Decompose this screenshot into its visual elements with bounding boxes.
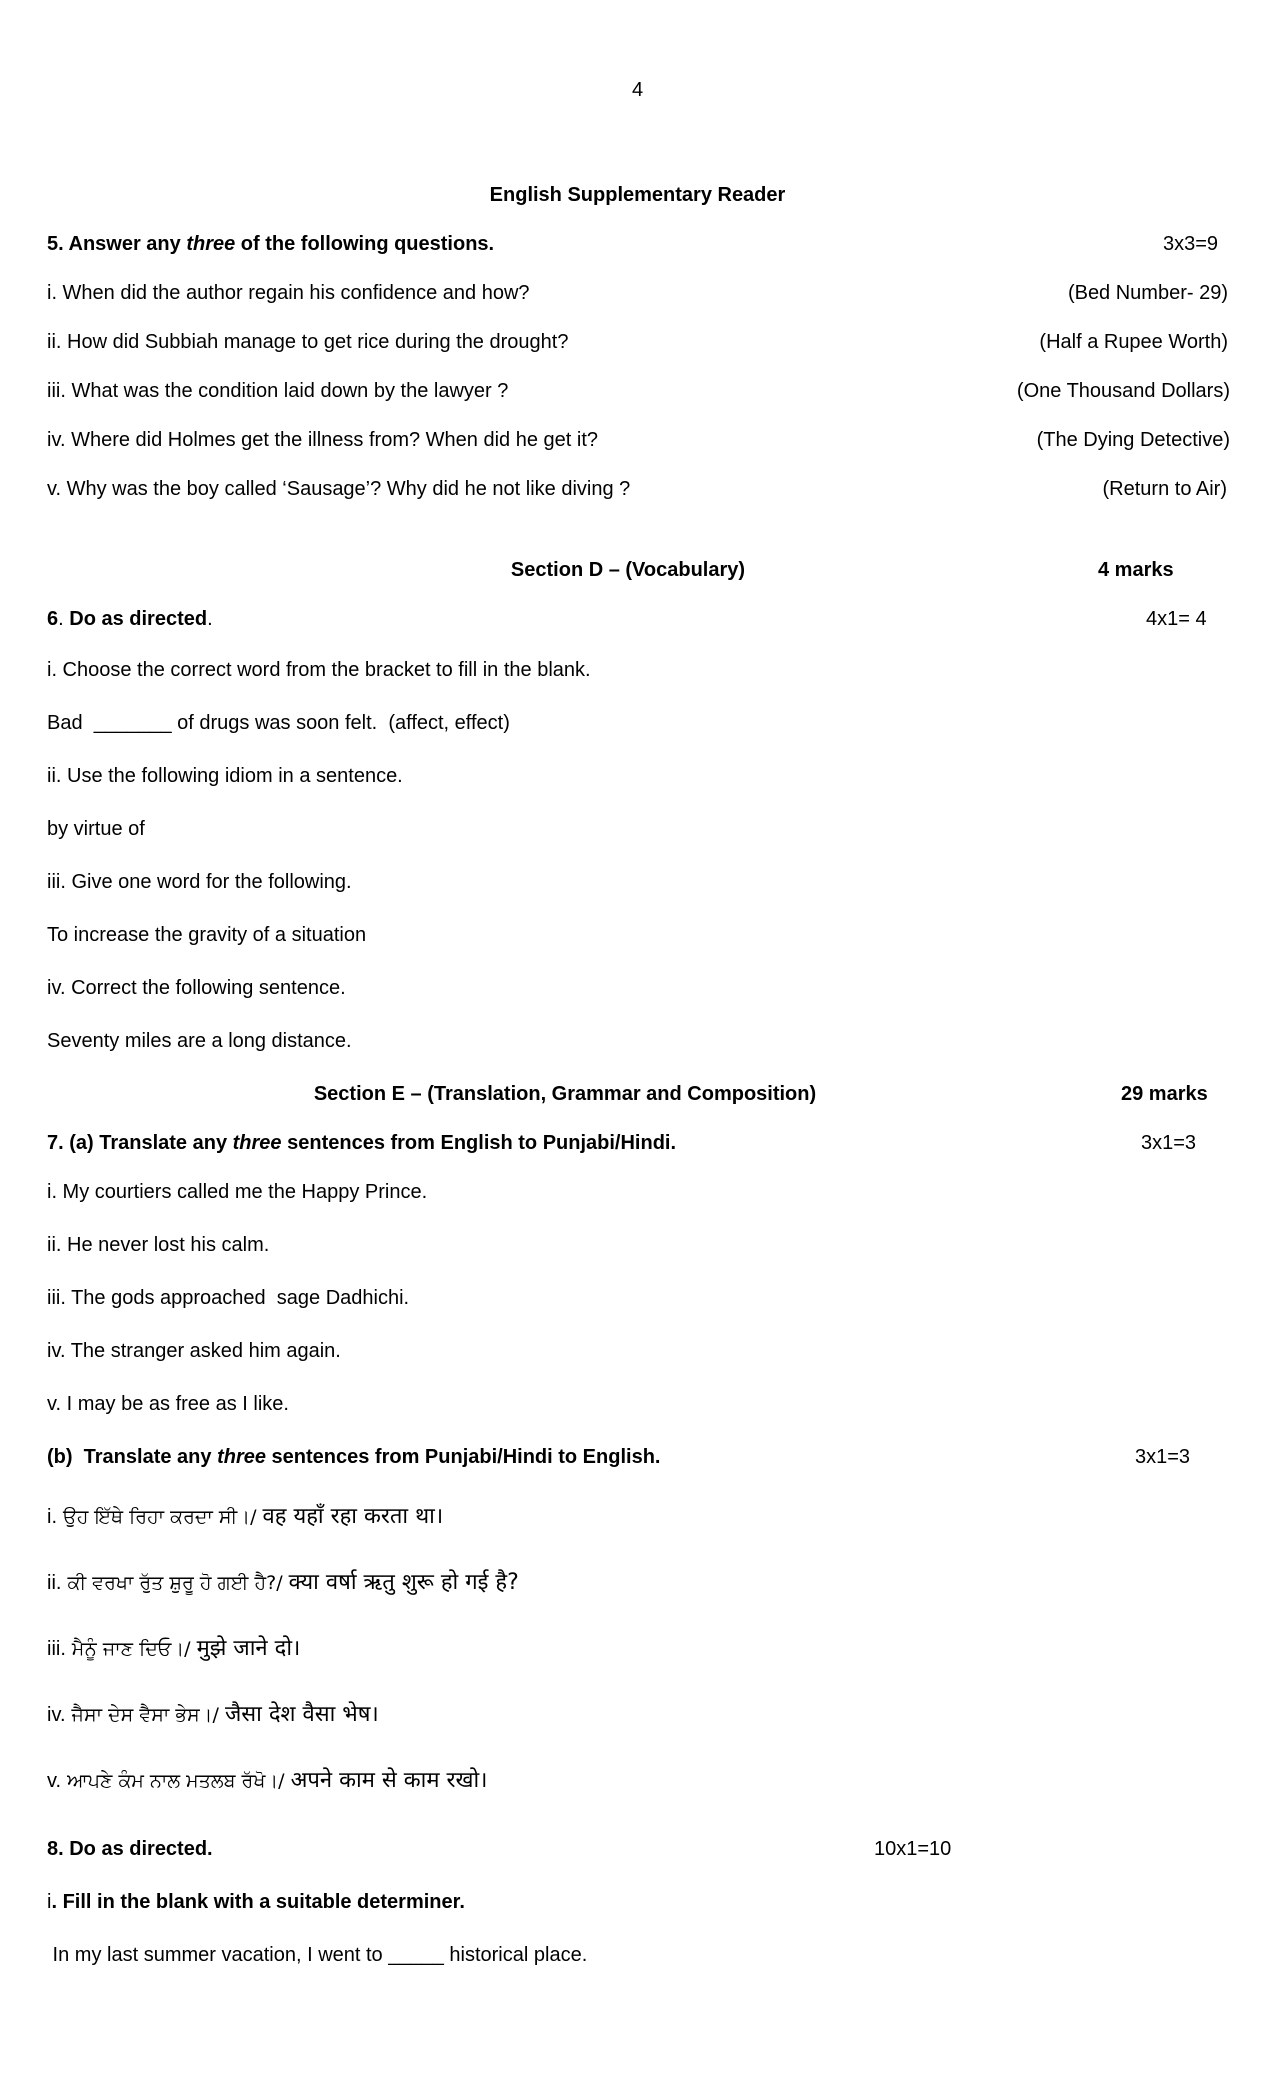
q7b-item: ii. ਕੀ ਵਰਖਾ ਰੁੱਤ ਸ਼ੁਰੂ ਹੋ ਗਈ ਹੈ?/ क्या वर्षा ऋतु शुरू हो गई है?	[47, 1570, 519, 1595]
q7a-item: i. My courtiers called me the Happy Prince.	[47, 1181, 428, 1203]
section-e-marks: 29 marks	[1121, 1083, 1208, 1105]
q5-item-source: (Half a Rupee Worth)	[1039, 331, 1228, 353]
q7b-item: i. ਉਹ ਇੱਥੇ ਰਿਹਾ ਕਰਦਾ ਸੀ।/ वह यहाँ रहा करता था।	[47, 1504, 444, 1529]
q5-item-source: (One Thousand Dollars)	[1016, 380, 1230, 402]
section-e-title: Section E – (Translation, Grammar and Composition)	[313, 1083, 817, 1105]
q6-line: Bad _______ of drugs was soon felt. (affect, effect)	[47, 712, 510, 734]
q6-line: To increase the gravity of a situation	[47, 924, 367, 946]
q7a-item: v. I may be as free as I like.	[47, 1393, 289, 1415]
reader-heading: English Supplementary Reader	[489, 184, 786, 206]
q6-line: by virtue of	[47, 818, 145, 840]
q7b-marks: 3x1=3	[1135, 1446, 1191, 1468]
q8-heading: 8. Do as directed.	[47, 1838, 213, 1860]
q6-line: iii. Give one word for the following.	[47, 871, 352, 893]
q7a-item: iii. The gods approached sage Dadhichi.	[47, 1287, 410, 1309]
q5-item: iii. What was the condition laid down by the lawyer ?	[47, 380, 509, 402]
section-d-title: Section D – (Vocabulary)	[510, 559, 746, 581]
q6-line: Seventy miles are a long distance.	[47, 1030, 352, 1052]
page-number: 4	[631, 79, 644, 101]
q6-line: ii. Use the following idiom in a sentence.	[47, 765, 403, 787]
q5-item: i. When did the author regain his confidence and how?	[47, 282, 530, 304]
q6-marks: 4x1= 4	[1146, 608, 1207, 630]
q5-item: ii. How did Subbiah manage to get rice during the drought?	[47, 331, 569, 353]
q7a-item: iv. The stranger asked him again.	[47, 1340, 341, 1362]
q8-marks: 10x1=10	[874, 1838, 952, 1860]
q5-marks: 3x3=9	[1163, 233, 1219, 255]
q7a-heading: 7. (a) Translate any three sentences from English to Punjabi/Hindi.	[47, 1132, 677, 1154]
q7b-item: v. ਆਪਣੇ ਕੰਮ ਨਾਲ ਮਤਲਬ ਰੱਖੋ।/ अपने काम से काम रखो।	[47, 1768, 488, 1793]
q6-line: iv. Correct the following sentence.	[47, 977, 346, 999]
q5-item-source: (Bed Number- 29)	[1067, 282, 1228, 304]
q6-line: i. Choose the correct word from the bracket to fill in the blank.	[47, 659, 591, 681]
q7b-item: iii. ਮੈਨੂੰ ਜਾਣ ਦਿਓ।/ मुझे जाने दो।	[47, 1636, 301, 1661]
q5-item: v. Why was the boy called ‘Sausage’? Why did he not like diving ?	[47, 478, 631, 500]
q5-item-source: (The Dying Detective)	[1036, 429, 1230, 451]
q8-sub-heading: i. Fill in the blank with a suitable determiner.	[47, 1891, 465, 1913]
q6-heading: 6. Do as directed.	[47, 608, 213, 630]
q7a-marks: 3x1=3	[1141, 1132, 1197, 1154]
section-d-marks: 4 marks	[1098, 559, 1174, 581]
q7b-item: iv. ਜੈਸਾ ਦੇਸ ਵੈਸਾ ਭੇਸ।/ जैसा देश वैसा भेष।	[47, 1702, 379, 1727]
q5-heading: 5. Answer any three of the following questions.	[47, 233, 495, 255]
q5-item: iv. Where did Holmes get the illness from? When did he get it?	[47, 429, 598, 451]
q8-sentence: In my last summer vacation, I went to _____ historical place.	[47, 1944, 588, 1966]
q7a-item: ii. He never lost his calm.	[47, 1234, 270, 1256]
q5-item-source: (Return to Air)	[1102, 478, 1227, 500]
q7b-heading: (b) Translate any three sentences from Punjabi/Hindi to English.	[47, 1446, 661, 1468]
